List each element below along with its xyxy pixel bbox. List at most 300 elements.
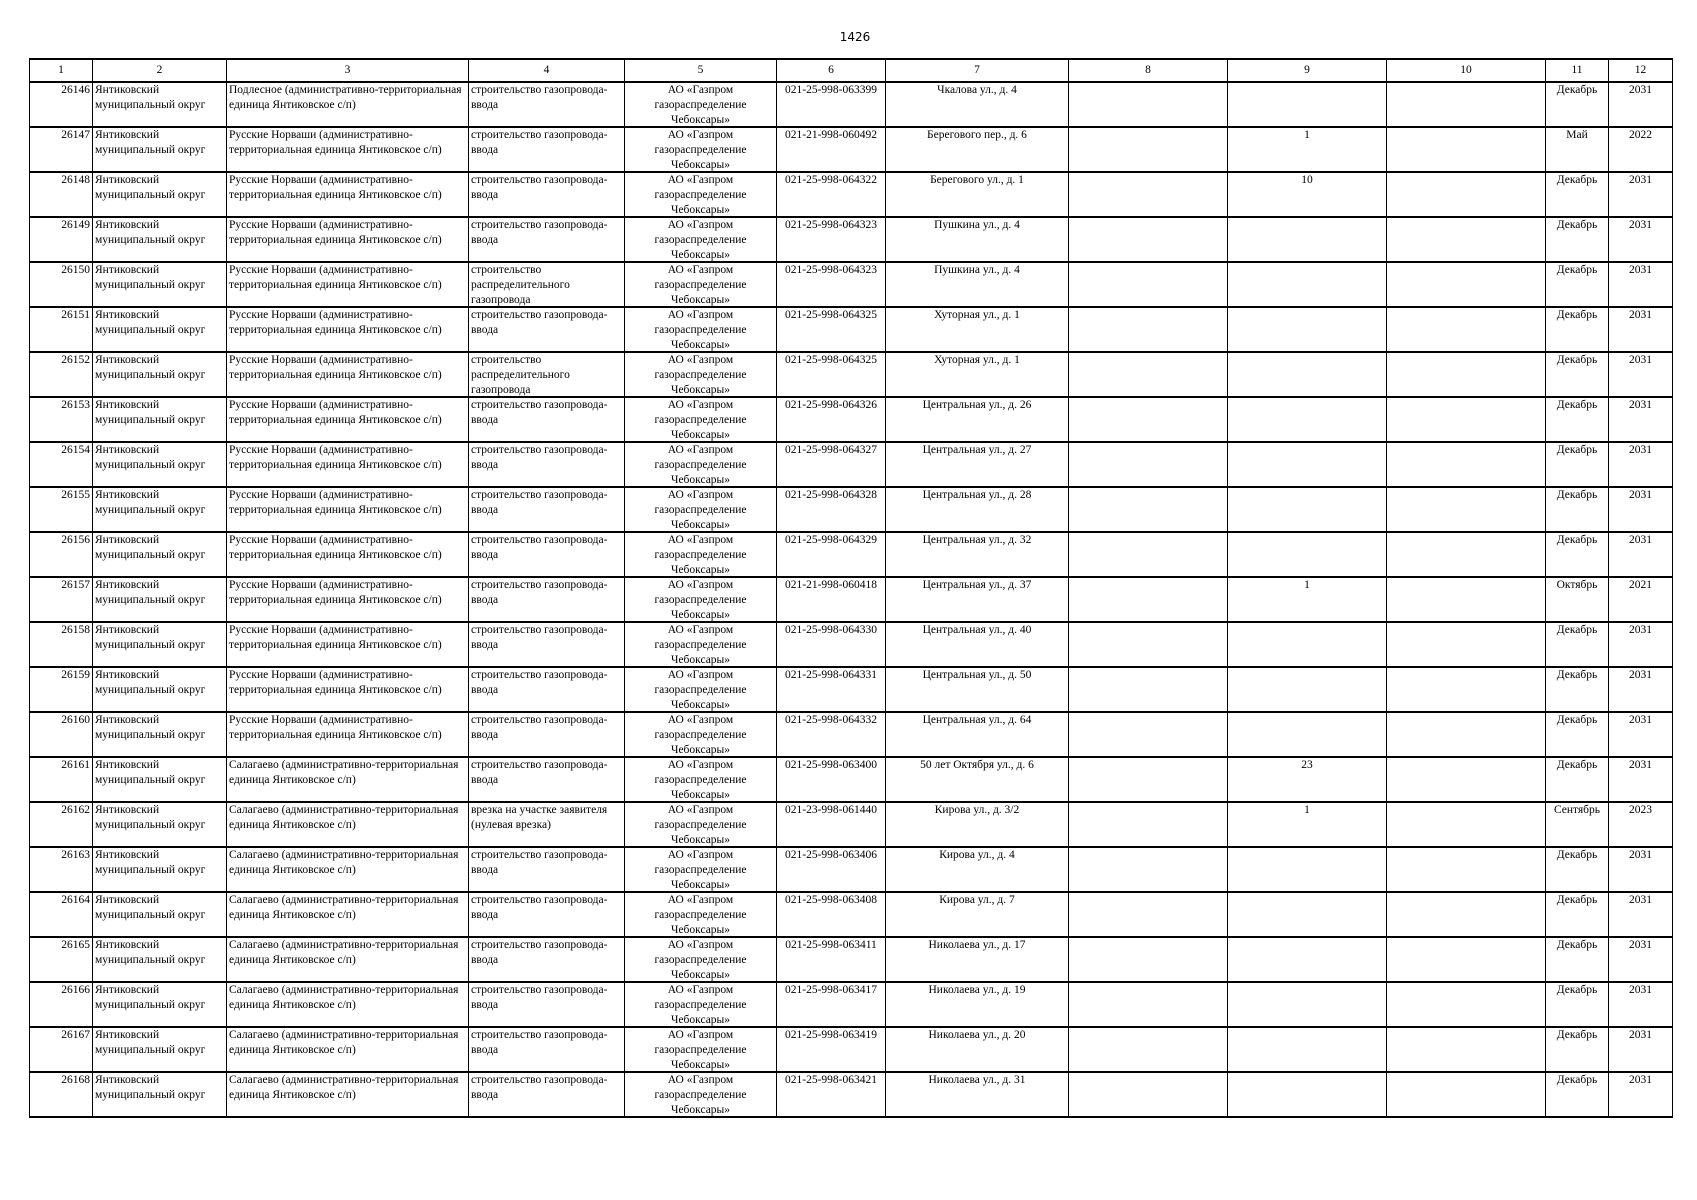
cell-settlement <box>227 622 469 667</box>
column-header-2: 2 <box>93 59 227 82</box>
table-row <box>30 1027 1673 1072</box>
cell-work-type <box>469 622 625 667</box>
cell-text: 26153 <box>61 399 90 411</box>
cell-text: АО «Газпром газораспределение Чебоксары» <box>654 444 747 486</box>
cell-text: строительство газопровода-ввода <box>471 399 608 426</box>
cell-col-8 <box>1069 307 1228 352</box>
cell-text: Салагаево (административно-территориальная единица Янтиковское с/п) <box>229 804 459 831</box>
cell-col-9 <box>1228 802 1387 847</box>
cell-text: Янтиковский муниципальный округ <box>95 894 206 921</box>
cell-text: 2031 <box>1629 174 1652 186</box>
cell-year <box>1609 532 1673 577</box>
cell-row-number <box>30 127 93 172</box>
cell-work-type <box>469 487 625 532</box>
cell-district <box>93 982 227 1027</box>
cell-text: Центральная ул., д. 28 <box>922 489 1032 501</box>
cell-settlement <box>227 802 469 847</box>
cell-text: АО «Газпром газораспределение Чебоксары» <box>654 489 747 531</box>
cell-text: АО «Газпром газораспределение Чебоксары» <box>654 264 747 306</box>
cell-text: Янтиковский муниципальный округ <box>95 489 206 516</box>
cell-settlement <box>227 82 469 127</box>
cell-col-9 <box>1228 262 1387 307</box>
cell-text: 021-25-998-064322 <box>785 174 877 186</box>
cell-work-type <box>469 577 625 622</box>
cell-district <box>93 352 227 397</box>
cell-work-type <box>469 1072 625 1117</box>
cell-text: строительство газопровода-ввода <box>471 669 608 696</box>
cell-col-8 <box>1069 442 1228 487</box>
cell-row-number <box>30 352 93 397</box>
cell-col-10 <box>1387 892 1546 937</box>
cell-request-number <box>777 442 886 487</box>
cell-text: 021-25-998-064328 <box>785 489 877 501</box>
cell-request-number <box>777 937 886 982</box>
table-row <box>30 397 1673 442</box>
cell-row-number <box>30 82 93 127</box>
cell-settlement <box>227 712 469 757</box>
cell-col-9 <box>1228 352 1387 397</box>
cell-text: 1 <box>1304 129 1310 141</box>
cell-address <box>886 397 1069 442</box>
cell-district <box>93 757 227 802</box>
cell-address <box>886 667 1069 712</box>
cell-col-8 <box>1069 352 1228 397</box>
cell-text: Декабрь <box>1556 489 1598 501</box>
cell-text: 26154 <box>61 444 90 456</box>
cell-col-10 <box>1387 577 1546 622</box>
cell-text: 021-21-998-060492 <box>785 129 877 141</box>
cell-text: 021-25-998-064330 <box>785 624 877 636</box>
cell-text: 2031 <box>1629 624 1652 636</box>
cell-text: Русские Норваши (административно-территориальная единица Янтиковское с/п) <box>229 129 442 156</box>
cell-text: 2031 <box>1629 354 1652 366</box>
cell-address <box>886 892 1069 937</box>
cell-col-10 <box>1387 82 1546 127</box>
cell-text: АО «Газпром газораспределение Чебоксары» <box>654 624 747 666</box>
cell-settlement <box>227 982 469 1027</box>
cell-request-number <box>777 127 886 172</box>
cell-year <box>1609 397 1673 442</box>
cell-month <box>1546 127 1609 172</box>
cell-col-8 <box>1069 397 1228 442</box>
cell-row-number <box>30 487 93 532</box>
cell-district <box>93 712 227 757</box>
table-row <box>30 712 1673 757</box>
cell-text: Декабрь <box>1556 174 1598 186</box>
cell-organization <box>625 262 777 307</box>
cell-text: 26158 <box>61 624 90 636</box>
data-table <box>29 58 1673 1118</box>
cell-text: АО «Газпром газораспределение Чебоксары» <box>654 399 747 441</box>
cell-text: 021-25-998-064327 <box>785 444 877 456</box>
cell-text: 1 <box>1304 579 1310 591</box>
column-header-12: 12 <box>1609 59 1673 82</box>
cell-text: 021-25-998-063421 <box>785 1074 877 1086</box>
cell-text: Янтиковский муниципальный округ <box>95 714 206 741</box>
cell-work-type <box>469 847 625 892</box>
cell-organization <box>625 307 777 352</box>
cell-work-type <box>469 892 625 937</box>
cell-text: 2031 <box>1629 984 1652 996</box>
cell-col-8 <box>1069 757 1228 802</box>
cell-address <box>886 127 1069 172</box>
cell-text: 26147 <box>61 129 90 141</box>
cell-text: строительство газопровода-ввода <box>471 309 608 336</box>
cell-text: Русские Норваши (административно-территориальная единица Янтиковское с/п) <box>229 534 442 561</box>
cell-row-number <box>30 757 93 802</box>
cell-text: Центральная ул., д. 64 <box>922 714 1032 726</box>
cell-text: АО «Газпром газораспределение Чебоксары» <box>654 1074 747 1116</box>
cell-district <box>93 217 227 262</box>
cell-district <box>93 937 227 982</box>
cell-settlement <box>227 757 469 802</box>
cell-col-10 <box>1387 262 1546 307</box>
cell-district <box>93 667 227 712</box>
cell-text: строительство газопровода-ввода <box>471 219 608 246</box>
cell-text: Русские Норваши (административно-территориальная единица Янтиковское с/п) <box>229 579 442 606</box>
cell-col-9 <box>1228 127 1387 172</box>
cell-text: Русские Норваши (административно-территориальная единица Янтиковское с/п) <box>229 309 442 336</box>
cell-month <box>1546 172 1609 217</box>
cell-settlement <box>227 1027 469 1072</box>
cell-text: 26162 <box>61 804 90 816</box>
cell-year <box>1609 352 1673 397</box>
cell-col-8 <box>1069 667 1228 712</box>
cell-text: 2031 <box>1629 849 1652 861</box>
table-row <box>30 442 1673 487</box>
cell-text: Янтиковский муниципальный округ <box>95 669 206 696</box>
cell-work-type <box>469 532 625 577</box>
cell-organization <box>625 667 777 712</box>
cell-organization <box>625 352 777 397</box>
cell-organization <box>625 82 777 127</box>
cell-year <box>1609 82 1673 127</box>
cell-month <box>1546 937 1609 982</box>
cell-month <box>1546 217 1609 262</box>
cell-row-number <box>30 577 93 622</box>
cell-work-type <box>469 127 625 172</box>
cell-col-10 <box>1387 712 1546 757</box>
cell-text: АО «Газпром газораспределение Чебоксары» <box>654 939 747 981</box>
cell-text: Янтиковский муниципальный округ <box>95 624 206 651</box>
table-body <box>30 82 1673 1117</box>
cell-text: 2031 <box>1629 309 1652 321</box>
cell-text: 26159 <box>61 669 90 681</box>
cell-request-number <box>777 802 886 847</box>
cell-text: 2031 <box>1629 84 1652 96</box>
cell-col-9 <box>1228 1027 1387 1072</box>
cell-address <box>886 577 1069 622</box>
cell-text: АО «Газпром газораспределение Чебоксары» <box>654 579 747 621</box>
cell-text: строительство газопровода-ввода <box>471 894 608 921</box>
cell-col-9 <box>1228 847 1387 892</box>
cell-address <box>886 487 1069 532</box>
cell-work-type <box>469 937 625 982</box>
cell-text: Салагаево (административно-территориальная единица Янтиковское с/п) <box>229 894 459 921</box>
cell-row-number <box>30 892 93 937</box>
cell-text: 26151 <box>61 309 90 321</box>
cell-col-9 <box>1228 442 1387 487</box>
cell-text: АО «Газпром газораспределение Чебоксары» <box>654 714 747 756</box>
cell-text: Центральная ул., д. 40 <box>922 624 1032 636</box>
table-row <box>30 127 1673 172</box>
cell-address <box>886 1072 1069 1117</box>
cell-settlement <box>227 442 469 487</box>
cell-address <box>886 352 1069 397</box>
cell-text: 1 <box>1304 804 1310 816</box>
cell-text: Декабрь <box>1556 624 1598 636</box>
cell-organization <box>625 622 777 667</box>
cell-col-8 <box>1069 847 1228 892</box>
cell-text: 2023 <box>1629 804 1652 816</box>
cell-text: Кирова ул., д. 3/2 <box>934 804 1020 816</box>
cell-district <box>93 397 227 442</box>
cell-text: Декабрь <box>1556 849 1598 861</box>
cell-col-10 <box>1387 352 1546 397</box>
cell-text: 021-25-998-063408 <box>785 894 877 906</box>
cell-col-8 <box>1069 532 1228 577</box>
cell-year <box>1609 442 1673 487</box>
cell-month <box>1546 802 1609 847</box>
cell-request-number <box>777 217 886 262</box>
cell-settlement <box>227 397 469 442</box>
cell-settlement <box>227 847 469 892</box>
cell-row-number <box>30 847 93 892</box>
cell-text: 26157 <box>61 579 90 591</box>
cell-text: 021-21-998-060418 <box>785 579 877 591</box>
cell-col-9 <box>1228 532 1387 577</box>
cell-col-8 <box>1069 622 1228 667</box>
cell-col-10 <box>1387 172 1546 217</box>
cell-work-type <box>469 172 625 217</box>
cell-address <box>886 982 1069 1027</box>
cell-text: 2031 <box>1629 219 1652 231</box>
cell-text: Русские Норваши (административно-территориальная единица Янтиковское с/п) <box>229 264 442 291</box>
cell-text: 021-25-998-064326 <box>785 399 877 411</box>
cell-text: Салагаево (административно-территориальная единица Янтиковское с/п) <box>229 1029 459 1056</box>
cell-col-10 <box>1387 532 1546 577</box>
cell-text: 2031 <box>1629 399 1652 411</box>
cell-col-10 <box>1387 217 1546 262</box>
table-row <box>30 262 1673 307</box>
cell-organization <box>625 1027 777 1072</box>
cell-month <box>1546 487 1609 532</box>
cell-col-8 <box>1069 577 1228 622</box>
cell-district <box>93 172 227 217</box>
cell-text: 021-25-998-063419 <box>785 1029 877 1041</box>
cell-request-number <box>777 712 886 757</box>
cell-work-type <box>469 757 625 802</box>
cell-text: 26152 <box>61 354 90 366</box>
cell-text: 2031 <box>1629 759 1652 771</box>
cell-settlement <box>227 487 469 532</box>
cell-month <box>1546 442 1609 487</box>
cell-text: АО «Газпром газораспределение Чебоксары» <box>654 759 747 801</box>
cell-work-type <box>469 712 625 757</box>
cell-text: строительство газопровода-ввода <box>471 939 608 966</box>
cell-text: 26149 <box>61 219 90 231</box>
cell-col-9 <box>1228 622 1387 667</box>
cell-text: Янтиковский муниципальный округ <box>95 759 206 786</box>
cell-text: Янтиковский муниципальный округ <box>95 1029 206 1056</box>
cell-text: Янтиковский муниципальный округ <box>95 309 206 336</box>
table-row <box>30 307 1673 352</box>
cell-text: АО «Газпром газораспределение Чебоксары» <box>654 84 747 126</box>
cell-row-number <box>30 397 93 442</box>
cell-text: строительство газопровода-ввода <box>471 759 608 786</box>
cell-col-9 <box>1228 397 1387 442</box>
cell-col-10 <box>1387 847 1546 892</box>
cell-address <box>886 847 1069 892</box>
cell-address <box>886 82 1069 127</box>
cell-text: Декабрь <box>1556 219 1598 231</box>
cell-text: строительство газопровода-ввода <box>471 444 608 471</box>
cell-text: 26161 <box>61 759 90 771</box>
cell-row-number <box>30 622 93 667</box>
cell-text: Янтиковский муниципальный округ <box>95 129 206 156</box>
cell-work-type <box>469 1027 625 1072</box>
cell-text: Пушкина ул., д. 4 <box>934 264 1020 276</box>
cell-text: 021-25-998-064331 <box>785 669 877 681</box>
cell-district <box>93 1027 227 1072</box>
column-header-5: 5 <box>625 59 777 82</box>
cell-month <box>1546 532 1609 577</box>
cell-col-9 <box>1228 712 1387 757</box>
cell-text: Салагаево (административно-территориальная единица Янтиковское с/п) <box>229 759 459 786</box>
cell-year <box>1609 802 1673 847</box>
table-row <box>30 847 1673 892</box>
cell-col-8 <box>1069 937 1228 982</box>
cell-year <box>1609 172 1673 217</box>
table-row <box>30 802 1673 847</box>
cell-col-9 <box>1228 937 1387 982</box>
cell-text: АО «Газпром газораспределение Чебоксары» <box>654 354 747 396</box>
cell-col-10 <box>1387 1027 1546 1072</box>
cell-year <box>1609 307 1673 352</box>
cell-text: АО «Газпром газораспределение Чебоксары» <box>654 174 747 216</box>
cell-col-9 <box>1228 487 1387 532</box>
cell-text: строительство газопровода-ввода <box>471 984 608 1011</box>
cell-text: строительство распределительного газопровода <box>471 264 570 306</box>
cell-text: Янтиковский муниципальный округ <box>95 579 206 606</box>
column-header-9: 9 <box>1228 59 1387 82</box>
cell-row-number <box>30 712 93 757</box>
cell-text: 26155 <box>61 489 90 501</box>
cell-row-number <box>30 172 93 217</box>
cell-request-number <box>777 982 886 1027</box>
cell-text: Янтиковский муниципальный округ <box>95 219 206 246</box>
cell-text: Декабрь <box>1556 1029 1598 1041</box>
table-row <box>30 352 1673 397</box>
table-row <box>30 1072 1673 1117</box>
cell-work-type <box>469 82 625 127</box>
cell-request-number <box>777 352 886 397</box>
cell-text: 23 <box>1301 759 1313 771</box>
cell-text: строительство газопровода-ввода <box>471 174 608 201</box>
cell-settlement <box>227 217 469 262</box>
cell-col-9 <box>1228 577 1387 622</box>
cell-text: Декабрь <box>1556 1074 1598 1086</box>
cell-text: Декабрь <box>1556 759 1598 771</box>
cell-district <box>93 892 227 937</box>
cell-text: Октябрь <box>1556 579 1598 591</box>
table-row <box>30 667 1673 712</box>
cell-text: 2031 <box>1629 1074 1652 1086</box>
cell-request-number <box>777 172 886 217</box>
cell-row-number <box>30 307 93 352</box>
cell-col-9 <box>1228 307 1387 352</box>
cell-address <box>886 442 1069 487</box>
cell-text: строительство распределительного газопровода <box>471 354 570 396</box>
cell-settlement <box>227 262 469 307</box>
cell-col-9 <box>1228 217 1387 262</box>
cell-text: Янтиковский муниципальный округ <box>95 354 206 381</box>
cell-text: Декабрь <box>1556 984 1598 996</box>
cell-text: Декабрь <box>1556 939 1598 951</box>
cell-text: 2031 <box>1629 669 1652 681</box>
cell-text: 26150 <box>61 264 90 276</box>
cell-text: Чкалова ул., д. 4 <box>937 84 1017 96</box>
cell-col-8 <box>1069 127 1228 172</box>
cell-text: строительство газопровода-ввода <box>471 129 608 156</box>
column-header-4: 4 <box>469 59 625 82</box>
cell-col-10 <box>1387 397 1546 442</box>
cell-month <box>1546 397 1609 442</box>
cell-text: Салагаево (административно-территориальная единица Янтиковское с/п) <box>229 939 459 966</box>
cell-text: 021-23-998-061440 <box>785 804 877 816</box>
cell-district <box>93 1072 227 1117</box>
cell-month <box>1546 1072 1609 1117</box>
cell-text: 26160 <box>61 714 90 726</box>
cell-request-number <box>777 262 886 307</box>
cell-row-number <box>30 532 93 577</box>
cell-text: 26166 <box>61 984 90 996</box>
cell-col-10 <box>1387 127 1546 172</box>
cell-text: строительство газопровода-ввода <box>471 1074 608 1101</box>
cell-month <box>1546 757 1609 802</box>
table-row <box>30 532 1673 577</box>
cell-col-9 <box>1228 82 1387 127</box>
cell-request-number <box>777 577 886 622</box>
cell-row-number <box>30 442 93 487</box>
column-header-3: 3 <box>227 59 469 82</box>
cell-text: 10 <box>1301 174 1313 186</box>
cell-address <box>886 217 1069 262</box>
cell-month <box>1546 712 1609 757</box>
cell-col-8 <box>1069 262 1228 307</box>
cell-request-number <box>777 667 886 712</box>
cell-row-number <box>30 937 93 982</box>
cell-district <box>93 847 227 892</box>
cell-text: Хуторная ул., д. 1 <box>934 354 1020 366</box>
cell-year <box>1609 577 1673 622</box>
cell-col-8 <box>1069 217 1228 262</box>
cell-text: Декабрь <box>1556 534 1598 546</box>
cell-settlement <box>227 127 469 172</box>
cell-text: 2021 <box>1629 579 1652 591</box>
cell-text: строительство газопровода-ввода <box>471 849 608 876</box>
table-row <box>30 82 1673 127</box>
cell-text: 50 лет Октября ул., д. 6 <box>920 759 1034 771</box>
table-row <box>30 577 1673 622</box>
cell-request-number <box>777 757 886 802</box>
cell-text: 2031 <box>1629 489 1652 501</box>
cell-col-10 <box>1387 982 1546 1027</box>
cell-text: Декабрь <box>1556 84 1598 96</box>
cell-organization <box>625 532 777 577</box>
column-header-11: 11 <box>1546 59 1609 82</box>
cell-work-type <box>469 442 625 487</box>
